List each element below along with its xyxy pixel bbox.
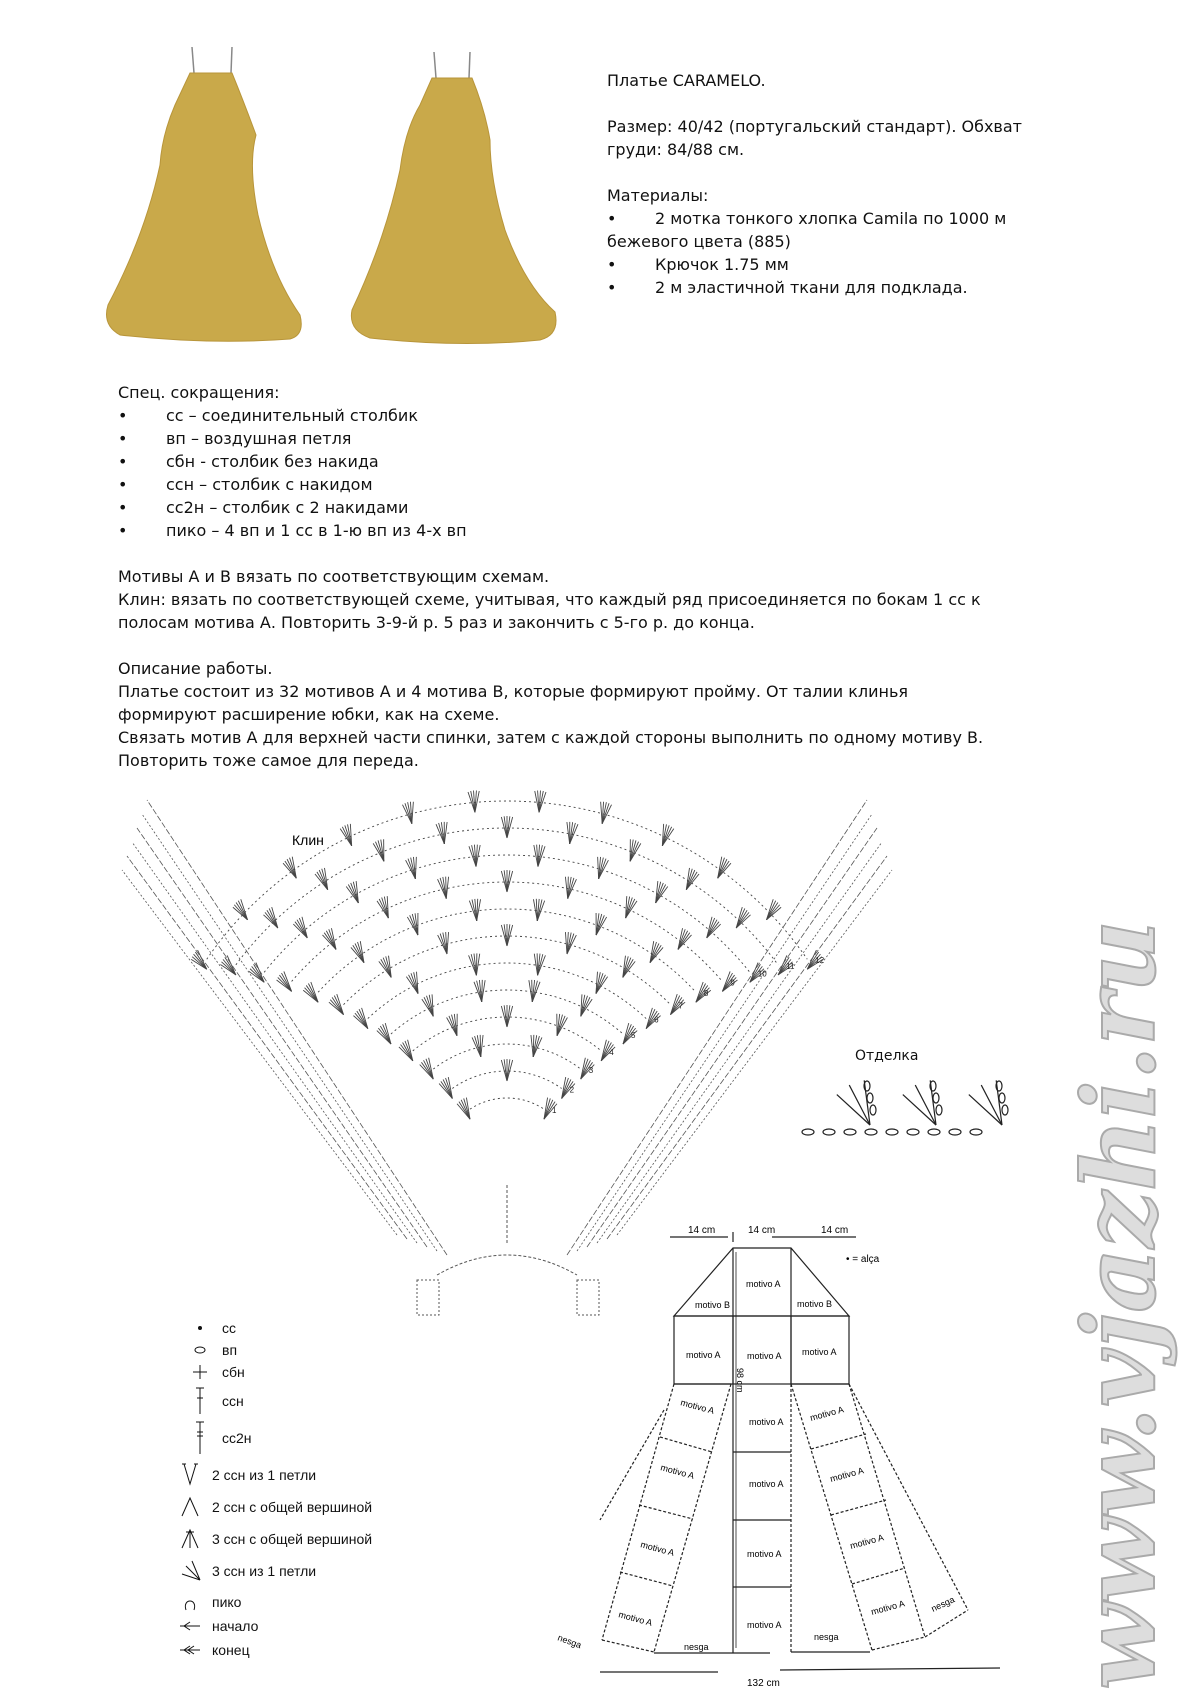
picot-oval bbox=[870, 1105, 876, 1115]
motif-label: motivo A bbox=[749, 1417, 784, 1427]
materials-item bbox=[607, 276, 1022, 299]
legend-label: пико bbox=[212, 1594, 242, 1610]
legend-label: ссн bbox=[222, 1393, 244, 1409]
shell-stitch bbox=[377, 1023, 391, 1044]
motif-label: motivo A bbox=[848, 1532, 885, 1551]
motif-label: motivo A bbox=[746, 1279, 781, 1289]
wing-strip bbox=[132, 842, 417, 1243]
width-label: 14 cm bbox=[688, 1225, 716, 1236]
shell-stitch bbox=[373, 839, 384, 861]
abbreviation-text: ссн – столбик с накидом bbox=[166, 475, 373, 494]
legend-label: начало bbox=[212, 1618, 259, 1634]
shell-stitch bbox=[581, 994, 592, 1016]
legend-item bbox=[178, 1616, 258, 1636]
shell-stitch bbox=[534, 953, 545, 975]
abbreviations-title: Спец. сокращения: bbox=[118, 383, 280, 402]
shell-stitch bbox=[233, 899, 248, 920]
legend-label: сс bbox=[222, 1320, 236, 1336]
chain-oval bbox=[949, 1129, 961, 1135]
materials-text: Крючок 1.75 мм bbox=[655, 255, 789, 274]
shell-stitch bbox=[439, 1077, 452, 1098]
width-label: 14 cm bbox=[821, 1225, 849, 1236]
abbreviation-text: сс2н – столбик с 2 накидами bbox=[166, 498, 409, 517]
shell-stitch bbox=[436, 822, 447, 844]
shell-stitch bbox=[718, 857, 731, 878]
dress-illustration-front bbox=[340, 50, 560, 350]
single-crochet-cross-icon bbox=[188, 1362, 212, 1382]
edging-stitch bbox=[903, 1095, 936, 1125]
chain-oval bbox=[970, 1129, 982, 1135]
motif-label: motivo A bbox=[802, 1347, 837, 1357]
abbreviation-item: • сбн - столбик без накида bbox=[118, 452, 379, 471]
chain-oval bbox=[802, 1129, 814, 1135]
double-crochet-icon bbox=[188, 1386, 212, 1416]
wing-strip bbox=[617, 870, 892, 1235]
description-line: формируют расширение юбки, как на схеме. bbox=[118, 705, 500, 724]
shell-stitch bbox=[329, 994, 344, 1015]
shell-stitch bbox=[469, 953, 480, 975]
abbreviation-text: сбн - столбик без накида bbox=[166, 452, 379, 471]
row-number: 5 bbox=[631, 1031, 636, 1041]
motif-label: motivo A bbox=[679, 1397, 716, 1416]
legend-item bbox=[178, 1462, 316, 1488]
legend-item bbox=[188, 1340, 237, 1360]
shell-stitch bbox=[533, 899, 544, 921]
v-stitch-icon bbox=[178, 1462, 202, 1488]
abbreviation-text: сс – соединительный столбик bbox=[166, 406, 418, 425]
shell-stitch bbox=[474, 980, 485, 1002]
strap-note: • = alça bbox=[846, 1254, 880, 1265]
pattern-header bbox=[607, 69, 1022, 299]
edging-stitch bbox=[837, 1095, 870, 1125]
materials-item bbox=[607, 253, 1022, 276]
legend-label: вп bbox=[222, 1342, 238, 1358]
gusset-label: nesga bbox=[684, 1642, 709, 1652]
description-line: Платье состоит из 32 мотивов А и 4 мотива В, которые формируют пройму. От талии клинья bbox=[118, 682, 909, 701]
shell-stitch bbox=[420, 1058, 434, 1079]
chain-oval bbox=[823, 1129, 835, 1135]
shell-stitch bbox=[630, 839, 641, 861]
shell-stitch bbox=[596, 913, 607, 935]
shell-stitch bbox=[766, 899, 781, 920]
shell-stitch bbox=[662, 824, 673, 846]
motif-label: motivo B bbox=[797, 1299, 833, 1309]
bullet: • bbox=[607, 209, 617, 228]
shell-stitch bbox=[283, 857, 296, 878]
strap-join bbox=[437, 1185, 577, 1275]
slip-stitch-dot-icon bbox=[188, 1318, 212, 1338]
shell-stitch bbox=[557, 1014, 568, 1036]
abbreviation-item: • сс2н – столбик с 2 накидами bbox=[118, 498, 409, 517]
strap-end-motif bbox=[577, 1280, 599, 1315]
row-number: 10 bbox=[757, 969, 767, 979]
legend-item bbox=[178, 1526, 372, 1552]
legend-label: сс2н bbox=[222, 1430, 252, 1446]
length-label: 98 cm bbox=[735, 1368, 745, 1393]
gusset-label: nesga bbox=[814, 1632, 839, 1642]
shell-stitch bbox=[678, 928, 692, 949]
legend-item bbox=[188, 1420, 252, 1456]
shell-stitch bbox=[438, 932, 449, 954]
row-number: 1 bbox=[551, 1106, 557, 1116]
chain-arc bbox=[344, 936, 671, 1005]
shell-stitch bbox=[293, 917, 307, 938]
pattern-title: Платье CARAMELO. bbox=[607, 71, 766, 90]
row-number: 2 bbox=[569, 1085, 575, 1095]
gusset-label: nesga bbox=[929, 1594, 957, 1614]
shell-stitch bbox=[650, 941, 663, 963]
picot-oval bbox=[867, 1093, 873, 1103]
shell-stitch bbox=[534, 845, 545, 867]
chain-oval bbox=[886, 1129, 898, 1135]
row-number: 11 bbox=[786, 961, 795, 971]
materials-text: 2 м эластичной ткани для подклада. bbox=[655, 278, 968, 297]
wing-strip bbox=[607, 856, 887, 1239]
motif-label: motivo A bbox=[828, 1465, 865, 1484]
dc3tog-icon bbox=[178, 1526, 202, 1552]
shell-stitch bbox=[399, 1040, 413, 1061]
shell-stitch bbox=[501, 1059, 512, 1081]
shell-stitch bbox=[567, 822, 578, 844]
dress-illustration-back bbox=[100, 45, 320, 345]
legend-item bbox=[178, 1558, 316, 1584]
abbreviation-item: • ссн – столбик с накидом bbox=[118, 475, 373, 494]
treble-crochet-icon bbox=[188, 1420, 212, 1456]
shell-stitch bbox=[501, 924, 512, 946]
motif-label: motivo A bbox=[659, 1462, 696, 1481]
bullet: • bbox=[607, 255, 617, 274]
instructions-line: Мотивы А и В вязать по соответствующим схемам. bbox=[118, 567, 550, 586]
row-number: 7 bbox=[678, 1001, 683, 1011]
shell-stitch bbox=[303, 982, 318, 1002]
legend-label: конец bbox=[212, 1642, 250, 1658]
shell-stitch bbox=[601, 802, 612, 824]
gusset-label: nesga bbox=[556, 1632, 583, 1651]
abbreviation-text: пико – 4 вп и 1 сс в 1-ю вп из 4-х вп bbox=[166, 521, 467, 540]
size-line: груди: 84/88 см. bbox=[607, 140, 745, 159]
motif-label: motivo A bbox=[617, 1609, 654, 1628]
instructions-line: Клин: вязать по соответствующей схеме, учитывая, что каждый ряд присоединяется по бокам 1 сс к bbox=[118, 590, 981, 609]
wedge-label: Клин bbox=[292, 832, 324, 848]
shell-stitch bbox=[351, 941, 364, 963]
abbreviations bbox=[118, 381, 983, 772]
shell-3dc-icon bbox=[178, 1558, 202, 1584]
row-number: 12 bbox=[815, 956, 825, 966]
shell-stitch bbox=[707, 917, 721, 938]
dc2tog-icon bbox=[178, 1494, 202, 1520]
picot-icon bbox=[178, 1590, 202, 1614]
motif-label: motivo A bbox=[639, 1539, 676, 1558]
shell-stitch bbox=[472, 1035, 483, 1057]
materials-item bbox=[607, 207, 1022, 230]
chain-oval-icon bbox=[188, 1340, 212, 1360]
abbreviation-item: • пико – 4 вп и 1 сс в 1-ю вп из 4-х вп bbox=[118, 521, 467, 540]
picot-oval bbox=[1002, 1105, 1008, 1115]
shell-stitch bbox=[531, 1035, 542, 1057]
wing-strip bbox=[567, 800, 867, 1255]
legend-item bbox=[178, 1494, 372, 1520]
shell-stitch bbox=[469, 845, 480, 867]
description-line: Связать мотив А для верхней части спинки, затем с каждой стороны выполнить по одному мотиву В. bbox=[118, 728, 984, 747]
shell-stitch bbox=[377, 896, 388, 918]
wing-strip bbox=[122, 870, 397, 1235]
description-line: Повторить тоже самое для переда. bbox=[118, 751, 419, 770]
motif-label: motivo A bbox=[747, 1620, 782, 1630]
wing-strip bbox=[127, 856, 407, 1239]
legend-item bbox=[188, 1386, 244, 1416]
materials-title: Материалы: bbox=[607, 186, 709, 205]
row-number: 3 bbox=[588, 1066, 594, 1076]
size-line: Размер: 40/42 (португальский стандарт). Обхват bbox=[607, 117, 1022, 136]
shell-stitch bbox=[565, 932, 576, 954]
hem-width-label: 132 cm bbox=[747, 1678, 780, 1689]
shell-stitch bbox=[340, 824, 351, 846]
shell-stitch bbox=[469, 899, 480, 921]
wing-strip bbox=[597, 842, 882, 1243]
edging-chart bbox=[800, 1070, 1020, 1140]
shell-stitch bbox=[353, 1008, 367, 1029]
legend-item bbox=[188, 1362, 245, 1382]
shell-stitch bbox=[457, 1098, 470, 1120]
legend-label: сбн bbox=[222, 1364, 245, 1380]
motif-label: motivo A bbox=[747, 1351, 782, 1361]
legend-label: 3 ссн с общей вершиной bbox=[212, 1531, 373, 1547]
row-number: 4 bbox=[609, 1047, 614, 1057]
shell-stitch bbox=[422, 994, 433, 1016]
chain-oval bbox=[928, 1129, 940, 1135]
shell-stitch bbox=[535, 790, 546, 812]
row-number: 6 bbox=[654, 1015, 659, 1025]
bullet: • bbox=[607, 278, 617, 297]
shell-stitch bbox=[656, 881, 668, 903]
motif-label: motivo A bbox=[869, 1598, 906, 1617]
picot-oval bbox=[933, 1093, 939, 1103]
chain-oval bbox=[907, 1129, 919, 1135]
materials-text: 2 мотка тонкого хлопка Camila по 1000 м bbox=[655, 209, 1007, 228]
wedge-crochet-chart bbox=[0, 780, 1200, 1320]
shell-stitch bbox=[220, 955, 235, 974]
shell-stitch bbox=[438, 877, 449, 899]
shell-stitch bbox=[406, 857, 417, 879]
shell-stitch bbox=[406, 972, 418, 994]
description-title: Описание работы. bbox=[118, 659, 273, 678]
picot-oval bbox=[936, 1105, 942, 1115]
wing-strip bbox=[142, 814, 437, 1251]
legend-item bbox=[178, 1640, 250, 1660]
shell-stitch bbox=[565, 877, 576, 899]
shell-stitch bbox=[501, 870, 512, 892]
chain-arc bbox=[470, 1098, 544, 1109]
shell-stitch bbox=[468, 790, 479, 812]
width-label: 14 cm bbox=[748, 1225, 776, 1236]
row-number: 8 bbox=[703, 989, 709, 999]
shell-stitch bbox=[598, 857, 609, 879]
chart-row bbox=[249, 845, 765, 983]
motif-label: motivo A bbox=[749, 1479, 784, 1489]
legend-item bbox=[178, 1590, 241, 1614]
start-arrow-icon bbox=[178, 1616, 202, 1636]
chain-arc bbox=[318, 909, 696, 992]
shell-stitch bbox=[263, 907, 277, 928]
shell-stitch bbox=[596, 972, 608, 994]
chart-row bbox=[303, 899, 711, 1002]
strap-end-motif bbox=[417, 1280, 439, 1315]
shell-stitch bbox=[322, 928, 336, 949]
shell-stitch bbox=[379, 956, 391, 978]
instructions-line: полосам мотива А. Повторить 3-9-й р. 5 раз и закончить с 5-го р. до конца. bbox=[118, 613, 755, 632]
shell-stitch bbox=[529, 980, 540, 1002]
edging-stitch bbox=[969, 1095, 1002, 1125]
shell-stitch bbox=[626, 896, 637, 918]
legend-label: 3 ссн из 1 петли bbox=[212, 1563, 317, 1579]
shell-stitch bbox=[447, 1014, 458, 1036]
abbreviation-text: вп – воздушная петля bbox=[166, 429, 352, 448]
shell-stitch bbox=[346, 881, 358, 903]
row-number: 9 bbox=[730, 978, 735, 988]
motif-label: motivo A bbox=[686, 1350, 721, 1360]
abbreviation-item: • вп – воздушная петля bbox=[118, 429, 352, 448]
shell-stitch bbox=[315, 868, 328, 890]
shell-stitch bbox=[277, 971, 292, 991]
materials-text: бежевого цвета (885) bbox=[607, 232, 791, 251]
shell-stitch bbox=[191, 950, 207, 969]
motif-label: motivo A bbox=[808, 1404, 845, 1423]
chain-oval bbox=[865, 1129, 877, 1135]
chart-row bbox=[457, 1098, 557, 1120]
abbreviation-item: • сс – соединительный столбик bbox=[118, 406, 418, 425]
shell-stitch bbox=[402, 802, 413, 824]
shell-stitch bbox=[407, 913, 418, 935]
legend-label: 2 ссн из 1 петли bbox=[212, 1467, 317, 1483]
shell-stitch bbox=[501, 1005, 512, 1027]
motif-label: motivo B bbox=[695, 1300, 731, 1310]
legend-item bbox=[188, 1318, 236, 1338]
edging-label: Отделка bbox=[855, 1048, 919, 1064]
wing-strip bbox=[147, 800, 447, 1255]
site-watermark: www.vjazhi.ru bbox=[1060, 920, 1178, 1690]
motif-label: motivo A bbox=[747, 1549, 782, 1559]
chart-row bbox=[439, 1059, 575, 1098]
legend-label: 2 ссн с общей вершиной bbox=[212, 1499, 373, 1515]
chain-oval bbox=[844, 1129, 856, 1135]
end-arrow-icon bbox=[178, 1640, 202, 1660]
picot-oval bbox=[999, 1093, 1005, 1103]
shell-stitch bbox=[501, 816, 512, 838]
chart-row bbox=[329, 924, 685, 1015]
